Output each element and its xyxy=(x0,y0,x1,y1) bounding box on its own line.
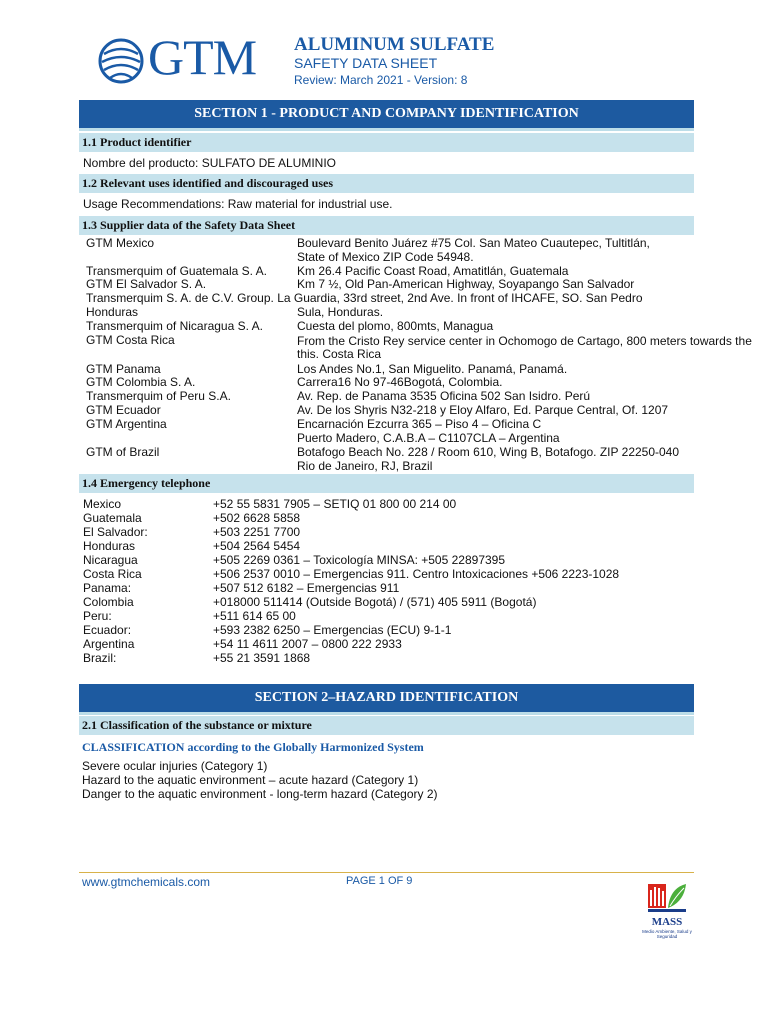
supplier-address: Los Andes No.1, San Miguelito. Panamá, Panamá. xyxy=(297,362,568,376)
phone-country: Costa Rica xyxy=(83,567,142,581)
mass-logo xyxy=(642,880,692,938)
phone-number: +593 2382 6250 – Emergencias (ECU) 9-1-1 xyxy=(213,623,452,637)
supplier-name: Transmerquim of Peru S.A. xyxy=(86,389,231,403)
phone-country: Colombia xyxy=(83,595,134,609)
phone-country: El Salvador: xyxy=(83,525,148,539)
supplier-name: GTM Costa Rica xyxy=(86,333,175,347)
phone-country: Panama: xyxy=(83,581,132,595)
mass-subtitle: Medio Ambiente, Salud y Seguridad xyxy=(642,929,692,939)
supplier-name: GTM Mexico xyxy=(86,236,155,250)
subsection-2-1-heading: 2.1 Classification of the substance or mixture xyxy=(79,716,694,735)
supplier-name: GTM Colombia S. A. xyxy=(86,375,196,389)
supplier-name: Transmerquim S. A. de C.V. Group. La Guardia, 33rd street, 2nd Ave. In front of IHCAFE, SO. San Pedro xyxy=(86,291,643,305)
document-subtitle: SAFETY DATA SHEET xyxy=(294,55,438,71)
review-version: Review: March 2021 - Version: 8 xyxy=(294,73,468,87)
supplier-name: Honduras xyxy=(86,305,139,319)
phone-number: +506 2537 0010 – Emergencias 911. Centro Intoxicaciones +506 2223-1028 xyxy=(213,567,620,581)
supplier-address: Av. Rep. de Panama 3535 Oficina 502 San Isidro. Perú xyxy=(297,389,591,403)
phone-country: Brazil: xyxy=(83,651,117,665)
phone-number: +507 512 6182 – Emergencias 911 xyxy=(213,581,400,595)
logo-wordmark: GTM xyxy=(148,29,257,85)
supplier-name: GTM Argentina xyxy=(86,417,167,431)
phone-country: Ecuador: xyxy=(83,623,132,637)
supplier-address-line2: Rio de Janeiro, RJ, Brazil xyxy=(297,459,433,473)
supplier-address: From the Cristo Rey service center in Ochomogo de Cartago, 800 meters towards the xyxy=(297,334,752,348)
subsection-1-3-heading: 1.3 Supplier data of the Safety Data Sheet xyxy=(79,216,694,235)
phone-number: +504 2564 5454 xyxy=(213,539,301,553)
ghs-classification-heading: CLASSIFICATION according to the Globally Harmonized System xyxy=(82,740,424,754)
gtm-logo xyxy=(98,29,270,86)
mass-hand-leaf-icon xyxy=(642,880,692,916)
supplier-name: GTM El Salvador S. A. xyxy=(86,277,207,291)
phone-number: +505 2269 0361 – Toxicología MINSA: +505 22897395 xyxy=(213,553,506,567)
supplier-address: Botafogo Beach No. 228 / Room 610, Wing B, Botafogo. ZIP 22250-040 xyxy=(297,445,680,459)
phone-country: Guatemala xyxy=(83,511,142,525)
globe-icon xyxy=(98,38,144,84)
phone-number: +018000 511414 (Outside Bogotá) / (571) 405 5911 (Bogotá) xyxy=(213,595,537,609)
phone-number: +511 614 65 00 xyxy=(213,609,296,623)
footer-divider xyxy=(79,872,694,873)
phone-number: +55 21 3591 1868 xyxy=(213,651,311,665)
phone-number: +503 2251 7700 xyxy=(213,525,301,539)
subsection-1-2-heading: 1.2 Relevant uses identified and discouraged uses xyxy=(79,174,694,193)
supplier-name: GTM of Brazil xyxy=(86,445,160,459)
supplier-address: Av. De los Shyris N32-218 y Eloy Alfaro, Ed. Parque Central, Of. 1207 xyxy=(297,403,669,417)
section2-header: SECTION 2–HAZARD IDENTIFICATION xyxy=(79,684,694,715)
phone-country: Honduras xyxy=(83,539,136,553)
supplier-address: Cuesta del plomo, 800mts, Managua xyxy=(297,319,494,333)
phone-country: Mexico xyxy=(83,497,122,511)
subsection-1-1-heading: 1.1 Product identifier xyxy=(79,133,694,152)
subsection-1-4-heading: 1.4 Emergency telephone xyxy=(79,474,694,493)
supplier-name: GTM Ecuador xyxy=(86,403,161,417)
hazard-item: Hazard to the aquatic environment – acute hazard (Category 1) xyxy=(82,773,419,787)
supplier-name: GTM Panama xyxy=(86,362,161,376)
supplier-address-line2: Puerto Madero, C.A.B.A – C1107CLA – Argentina xyxy=(297,431,560,445)
supplier-address: Sula, Honduras. xyxy=(297,305,384,319)
phone-country: Peru: xyxy=(83,609,112,623)
phone-number: +54 11 4611 2007 – 0800 222 2933 xyxy=(213,637,402,651)
mass-label: MASS xyxy=(651,916,683,928)
document-title: ALUMINUM SULFATE xyxy=(294,34,495,55)
supplier-address-line2: this. Costa Rica xyxy=(297,347,382,361)
supplier-name: Transmerquim of Guatemala S. A. xyxy=(86,264,267,278)
supplier-address: Encarnación Ezcurra 365 – Piso 4 – Oficina C xyxy=(297,417,542,431)
phone-country: Argentina xyxy=(83,637,135,651)
product-identifier-text: Nombre del producto: SULFATO DE ALUMINIO xyxy=(83,156,336,170)
phone-number: +52 55 5831 7905 – SETIQ 01 800 00 214 00 xyxy=(213,497,457,511)
supplier-address: Km 26.4 Pacific Coast Road, Amatitlán, Guatemala xyxy=(297,264,569,278)
section1-header: SECTION 1 - PRODUCT AND COMPANY IDENTIFICATION xyxy=(79,100,694,131)
hazard-item: Severe ocular injuries (Category 1) xyxy=(82,759,268,773)
supplier-name: Transmerquim of Nicaragua S. A. xyxy=(86,319,263,333)
footer-website-link[interactable]: www.gtmchemicals.com xyxy=(82,875,211,889)
supplier-address: Km 7 ½, Old Pan-American Highway, Soyapango San Salvador xyxy=(297,277,635,291)
hazard-item: Danger to the aquatic environment - long-term hazard (Category 2) xyxy=(82,787,438,801)
phone-number: +502 6628 5858 xyxy=(213,511,301,525)
supplier-address: Boulevard Benito Juárez #75 Col. San Mateo Cuautepec, Tultitlán, xyxy=(297,236,650,250)
page-number: PAGE 1 OF 9 xyxy=(346,875,413,887)
usage-recommendations-text: Usage Recommendations: Raw material for industrial use. xyxy=(83,197,393,211)
supplier-address: Carrera16 No 97-46Bogotá, Colombia. xyxy=(297,375,503,389)
supplier-address-line2: State of Mexico ZIP Code 54948. xyxy=(297,250,474,264)
phone-country: Nicaragua xyxy=(83,553,138,567)
